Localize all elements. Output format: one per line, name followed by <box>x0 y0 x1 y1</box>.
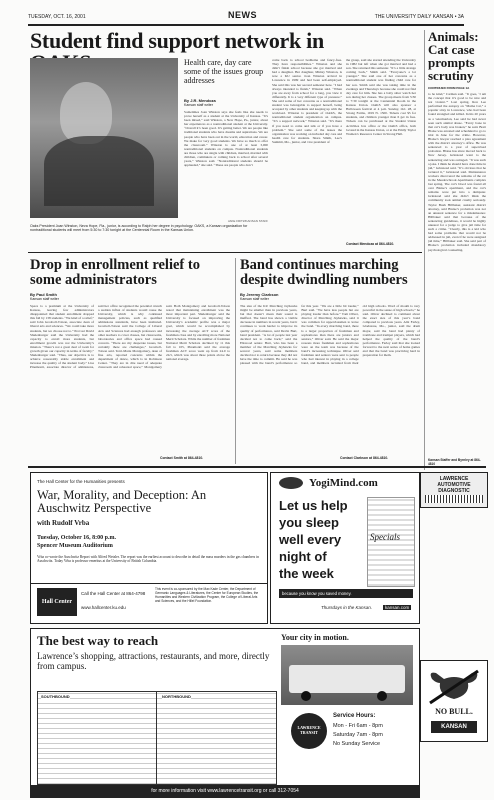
issue-date: TUESDAY, OCT. 16, 2001 <box>28 14 86 20</box>
transit-city: Your city in motion. <box>281 633 349 642</box>
transit-footer[interactable]: for more information visit www.lawrencetransit.org or call 312-7054 <box>31 785 419 797</box>
nobull-ad <box>420 660 488 742</box>
photo-credit: JAKE FRITZ/KANSAN STAFF <box>227 219 268 223</box>
yogi-tagline: because you know you saved money. <box>279 589 413 598</box>
hall-logo: Hall Center <box>37 588 77 616</box>
column-continued: CONTINUED FROM PAGE 1A <box>428 86 470 90</box>
column-contact: Kansan Staffer and Byrnley at 864-4810 <box>428 458 481 466</box>
transit-subhead: Lawrence’s shopping, attractions, restaurants, and more, directly from campus. <box>37 651 270 671</box>
hall-fine-print: This event is co-sponsored by the Max Kade Center, the Department of Germanic Languages & Literatures, the Center for European Studies, the Humanities and Western Civilization Program, the College of Liberal Arts and Sciences, and the Hillel Foundation. <box>155 587 259 603</box>
story3-contact: Contact Clarkson at 864-4810. <box>340 456 389 460</box>
bus-wheel <box>301 691 311 701</box>
bus-body <box>289 665 405 693</box>
story3-byline-role: Kansan staff writer <box>240 297 269 301</box>
story3-text: The size of the KU Marching Jayhawks might be smaller than in previous years, but that doesn’t mean their sound is muffled. The band has shown a visible decrease in numbers in recent years, but it continues to work harder to improve its quality of performance, said Devin Burt, band president. “A lot of people last year decided not to come back,” said the Elkwood senior. Burt, who has been a member of the Marching Jayhawks for several years, said some members decided not to return because they did not have the time to commit. He said he was pleased with the band’s performance so far this year. “We are a little bit louder,” Burt said. “We have less people but are playing louder than before.” Tom Oliver, director of Marching Jayhawks, said it was common for upperclassmen to leave the band. “In every marching band, there is a larger proportion of freshmen and sophomores than there are juniors and seniors,” Oliver said. He said the major reasons more freshmen and sophomores were on the team was because of the band’s increasing technique. Oliver said freshmen and seniors were sent to people who had interest in playing in a college band, and members recruited from their old high schools. Word of mouth is very powerful in the sense of high schools,” he said. Oliver declined to comment about the exact size of this year’s band compared to previous years. Alix Farley, Gladstone, Mo., junior, said the drum major, said the band had plenty of trombone and trumpet players, which had helped the quality of the band’s performance. Farley said that she looked forward to the next series of home games and that the band was practicing hard in preparation for them. <box>240 304 420 366</box>
hall-sponsor: The Hall Center for the Humanities presents <box>37 479 125 484</box>
yogimind-ad <box>270 472 420 624</box>
auto-graphic <box>425 495 483 503</box>
hall-blurb: Vrba co-wrote the Auschwitz Report with Alfred Wetzler. The report was the earliest account to describe in detail the mass murders in the gas chambers in Auschwitz. Today Vrba is professor emeritus at the University of British Columbia. <box>37 555 259 564</box>
story1-photo <box>30 58 178 218</box>
northbound-label: NORTHBOUND <box>162 694 191 699</box>
yogi-footer: Thursdays in the Kansan. <box>321 605 373 610</box>
section-name: NEWS <box>228 10 257 20</box>
story1-contact: Contact Mendoza at 864-4810. <box>346 242 395 246</box>
yogi-line1: Let us help <box>279 498 348 513</box>
auto-title: LAWRENCE AUTOMOTIVE DIAGNOSTIC <box>437 476 471 494</box>
yogi-logo-icon <box>279 477 303 489</box>
bus-wheel <box>377 691 387 701</box>
auto-ad <box>420 472 488 508</box>
hall-title: War, Morality, and Deception: An Auschwitz Perspective <box>37 488 207 515</box>
hours-saturday: Saturday 7am - 8pm <box>333 732 383 738</box>
hall-speaker: with Rudolf Vrba <box>37 519 90 527</box>
hall-phone: Call the Hall Center at 864-4798 <box>81 591 146 596</box>
yogi-brand[interactable]: YogiMind.com <box>309 477 378 489</box>
hours-sunday: No Sunday Service <box>333 741 381 747</box>
nobull-title: NO BULL. <box>435 707 473 716</box>
hall-when: Tuesday, October 16, 8:00 p.m. <box>37 535 117 541</box>
column-divider <box>424 30 425 470</box>
story2-byline-role: Kansan staff writer <box>30 297 59 301</box>
column-text: to be kind,” Carman said. “It goes, ‘I am the concept that it’s good to be nice and not violent.’” Last spring, Ron Lee performed the autopsy on “Mama Cat,” a popular stray in Lawrence, who had been found strangled and killed. In his 20 years as a veterinarian, Lee said he had never seen such animal abuse. “Every bone in that cat’s body was broken,” he said. Brett Blaise was arrested and scheduled to go to trial in June for the crime. However, Blaise’s lawyer reached a plea agreement with the district attorney’s office. He was sentenced to a year of supervised probation. Blaise has since moved back to New Jersey. Grinstead went to the sentencing and was outraged. “It was such a joke. I think he should have done time in jail,” Grinstead said. “It’s obvious that he tortured it,” Grinstead said. Maintenance workers discovered the remains of the cat in the Meadowbrook Apartments complex last spring. The cat’s blood was found all over Blaise’s apartment, and the cat’s remains were put into a dumpster. Grinstead said she didn’t think the community took animal cruelty seriously. Taylor Bush Hillbaker, assistant district attorney, said Blaise’s probation was not an unusual sentence for a misdemeanor. Hillbaker said that because of the sentencing guidelines, it would be highly unusual for a judge to give jail time for such a crime. “Clearly, this is a kid who had some problems that would not be addressed in jail, even if he were assigned jail time,” Hillbaker said. She said part of Blaise’s probation included mandatory psychological counseling. <box>428 92 486 252</box>
yogi-line4: night of <box>279 549 327 564</box>
ads-rule <box>28 466 486 468</box>
southbound-label: SOUTHBOUND <box>41 694 70 699</box>
hall-where: Spencer Museum Auditorium <box>37 543 113 549</box>
story1-text-col3: the group, said she started attending the University in 1982 but left when she got married and had a son. She returned this semester. “It’s a little strange coming back,” Smith said. “Everyone’s a lot younger.” She said one of her concerns as a nontraditional student was finding child care for her son. Smith said she was taking time in the evenings and Thursdays because she could not find day care for him. She has a baby sitter watch her son during her classes. The group meets from 5:30 to 7:30 tonight at the Centennial Room in the Kansas Union. OAKS will also sponsor a Halloween festival at 4 p.m. Sunday, Oct. 28, at Strong Farms, 1919 N. 1500. Tickets cost $5 for students, and children younger than 6 get in free. Tickets can be purchased at the Student Union Activities box office or the OAKS office, both located in the Kansas Union, or at the Emily Taylor Women’s Resource Center in Strong Hall. <box>346 58 416 136</box>
story1-deck: Health care, day care some of the issues group addresses <box>184 58 264 85</box>
transit-badge: LAWRENCE TRANSIT <box>291 713 327 749</box>
story3-byline: By Jeremy Clarkson <box>240 292 279 297</box>
paper-name: THE UNIVERSITY DAILY KANSAN • 3A <box>374 14 464 20</box>
story2-headline: Drop in enrollment relief to some administrators <box>30 257 200 288</box>
schedule-table <box>37 691 277 785</box>
story2-text: Space is a premium at the University of Kansas, leaving few administrators disappointed that student enrollment dropped this fall by 138 students. “We kind of a relief,” said John Grosboll-Tolson, associate dean of liberal arts and sciences. “We could take more students, but we choose not to.” Provost David Shulenburger said the University had the capacity to enroll more students, but enrollment growth was not the University’s mission. “There’s not a great deal of room for growth given our capacity in terms of faculty,” Shulenburger said. “Thus, our objective is to achieve reasonably stable enrollment and increase the quality of the student body.” Lisa Pinamonti, associate director of admissions, said her office recognized the potential crunch a sudden influx of students would cause the University, which is why continued management policies, such as qualified admissions standards, have been instituted. Grosboll-Tolson said the College of Liberal Arts and Sciences had enough professors and other teachers to cover classes, but classrooms, laboratories and office space had caused concern. “There are my desperate issues, but certainly there are challenges,” Grosboll-Tolson said. Terri-Marie Montgomery, dean of fine arts, reported concerns within the department of dance, which is in Robinson Center. “They are in dire need of adequate classroom and rehearsal space,” Montgomery said. Both Montgomery and Grosboll-Tolson noted that maintaining enrollment was the most important part. Shulenburger said the University is focused on improving the University’s academic profile was a major goal, which would be accomplished by increasing the average ACT score of the freshman class and by enrolling more National Merit Scholars. While the number of freshmen National Merit Scholars declined by 11 this fall to 105, Pinamonti said the average freshman ACT score went up from 24.0 to 24.5, which was about three points above the national average. <box>30 304 230 370</box>
yogi-specials: Specials <box>370 532 400 542</box>
yogi-coupon-graphic <box>367 497 415 587</box>
transit-headline: The best way to reach <box>37 633 159 648</box>
photo-caption: Oaks President Joan Winston, Neva Hope, Fla., junior, is according to Ralph her degree in psychology. OAKS, a Kansan organization for nontraditional students will meet from 5:30 to 7:30 tonight at the Centennial Room in the Kansas Union. <box>30 224 248 233</box>
story1-text-col1: Sometimes Joan Winston says she feels like she needs to prove herself as a student at the University of Kansas. “It’s been mixed,” said Winston, a New Hope, Pa., junior, about her experiences as a nontraditional student at the University. “Overall it’s been good. It’s getting better. We are people like traditional students who have dreams and aspirations. We are people who have been out in the world, education and career. We make for very good students. We have so much to offer the classroom.” Winston is one of at least 3,000 nontraditional students on campus. Nontraditional students are those who are single with children, married, married with children, commuters or coming back to school after several years,” Winston said. “Nontraditional students should be applauded,” she said. “These are people who don’t <box>184 110 268 168</box>
story1-byline: By J.R. Mendoza <box>184 98 216 103</box>
section-rule <box>28 252 422 253</box>
hall-center-ad <box>30 472 268 624</box>
page-header <box>28 8 464 26</box>
story3-headline: Band continues marching despite dwindling numbers <box>240 257 408 288</box>
hall-rule <box>31 583 267 584</box>
transit-bus-photo <box>281 645 413 705</box>
story1-headline: Student find support network in <box>30 28 324 53</box>
yogi-line5: the week <box>279 566 334 581</box>
story-divider <box>235 258 236 464</box>
bull-icon <box>426 669 482 705</box>
schedule-divider <box>156 692 157 784</box>
story2-byline: By Paul Smith <box>30 292 57 297</box>
yogi-footer-right[interactable]: kansan.com <box>385 605 410 610</box>
hours-title: Service Hours: <box>333 713 376 719</box>
hours-weekday: Mon - Fri 6am - 8pm <box>333 723 383 729</box>
yogi-line2: you sleep <box>279 515 339 530</box>
story1-text-col2: come back to school bedhome and fancy-free. They have responsibilities.” Winston and she didn’t finish school because she got married and had a daughter. Her daughter, Mimsy Winston, is now a KU senior. Joan Winston arrived in Lawrence in 1999 and had been self-employed. She said this was her second semester here. “I had always intended to finish,” Winston said. “When you are away from school for a long, you view it differently. It is a very different type of pressure.” She said some of her concerns as a nontraditional student was belongable to support herself, being accepted by other students and keeping up with the workload. Winston is president of OAKS, the nontraditional student organization on campus. “It’s a support network,” Winston said. “It’s there if you need to come and talk or if you have a problem.” She said some of the issues the organization was working on included day care and health care for students. Shara Smith, Lee’s Summit, Mo., junior, and vice president of <box>272 58 342 144</box>
column-headline: Animals: Cat case prompts scrutiny <box>428 29 479 83</box>
hall-url[interactable]: www.hallcenter.ku.edu <box>81 605 126 610</box>
transit-ad <box>30 628 420 798</box>
story2-contact: Contact Smith at 864-4810. <box>160 456 204 460</box>
yogi-line3: well every <box>279 532 342 547</box>
story1-byline-role: Kansan staff writer <box>184 103 213 107</box>
nobull-brand: KANSAN <box>431 721 477 733</box>
